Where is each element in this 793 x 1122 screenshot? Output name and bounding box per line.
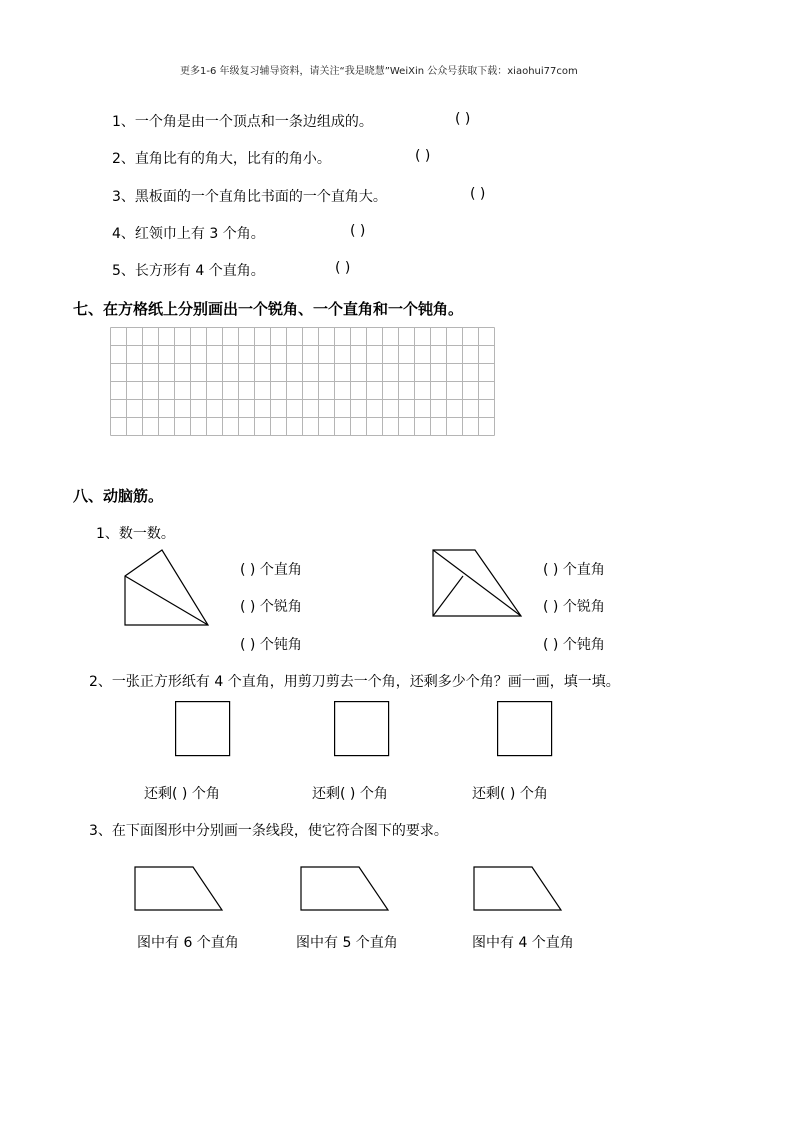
square-1[interactable]	[175, 701, 231, 757]
q1-left-acute-angles[interactable]: ( ) 个锐角	[240, 599, 302, 615]
figure-trapezoid-lines	[432, 549, 524, 619]
q1-title: 1、数一数。	[96, 526, 175, 542]
judge-item-3: 3、黑板面的一个直角比书面的一个直角大。	[112, 189, 387, 205]
page-header: 更多1-6 年级复习辅导资料，请关注“我是晓慧”WeiXin 公众号获取下载：xiaohui77com	[180, 66, 578, 77]
figure-triangle	[124, 549, 210, 629]
square-3[interactable]	[497, 701, 553, 757]
q3-title: 3、在下面图形中分别画一条线段，使它符合图下的要求。	[89, 823, 448, 839]
grid-paper[interactable]	[110, 327, 496, 437]
judge-answer-2[interactable]: ( )	[415, 148, 431, 164]
q1-right-right-angles[interactable]: ( ) 个直角	[543, 562, 605, 578]
judge-item-2: 2、直角比有的角大，比有的角小。	[112, 151, 331, 167]
q1-right-acute-angles[interactable]: ( ) 个锐角	[543, 599, 605, 615]
q2-caption-1[interactable]: 还剩( ) 个角	[144, 786, 220, 802]
judge-item-1: 1、一个角是由一个顶点和一条边组成的。	[112, 114, 373, 130]
judge-answer-3[interactable]: ( )	[470, 186, 486, 202]
judge-answer-5[interactable]: ( )	[335, 260, 351, 276]
judge-item-4: 4、红领巾上有 3 个角。	[112, 226, 265, 242]
judge-answer-1[interactable]: ( )	[455, 111, 471, 127]
square-2[interactable]	[334, 701, 390, 757]
q2-caption-3[interactable]: 还剩( ) 个角	[472, 786, 548, 802]
q3-caption-2: 图中有 5 个直角	[296, 935, 398, 951]
q2-title: 2、一张正方形纸有 4 个直角，用剪刀剪去一个角，还剩多少个角？画一画，填一填。	[89, 674, 620, 690]
judge-item-5: 5、长方形有 4 个直角。	[112, 263, 265, 279]
section7-title: 七、在方格纸上分别画出一个锐角、一个直角和一个钝角。	[73, 300, 464, 318]
q1-right-obtuse-angles[interactable]: ( ) 个钝角	[543, 637, 605, 653]
trapezoid-3[interactable]	[473, 866, 565, 912]
judge-answer-4[interactable]: ( )	[350, 223, 366, 239]
trapezoid-2[interactable]	[300, 866, 392, 912]
q2-caption-2[interactable]: 还剩( ) 个角	[312, 786, 388, 802]
q1-left-right-angles[interactable]: ( ) 个直角	[240, 562, 302, 578]
section8-title: 八、动脑筋。	[73, 487, 164, 505]
q1-left-obtuse-angles[interactable]: ( ) 个钝角	[240, 637, 302, 653]
trapezoid-1[interactable]	[134, 866, 226, 912]
q3-caption-1: 图中有 6 个直角	[137, 935, 239, 951]
q3-caption-3: 图中有 4 个直角	[472, 935, 574, 951]
